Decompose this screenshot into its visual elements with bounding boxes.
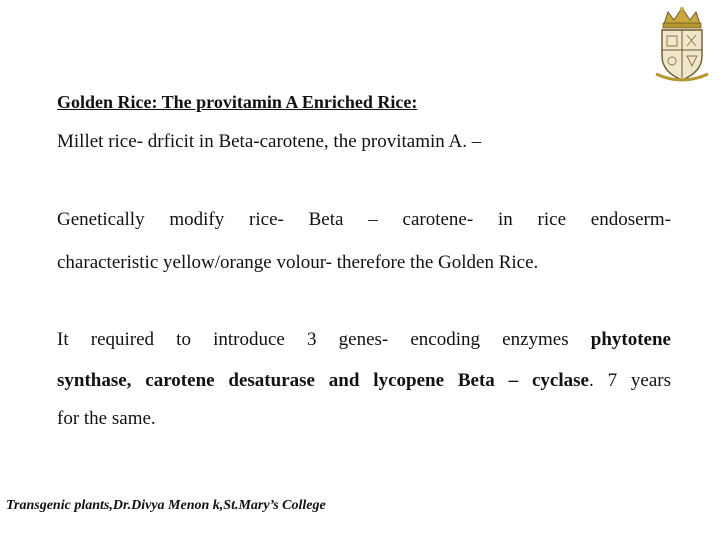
slide-footer: Transgenic plants,Dr.Divya Menon k,St.Mary’s College — [6, 498, 326, 513]
enzyme-names-bold: synthase, carotene desaturase and lycopene Beta – cyclase — [57, 370, 589, 391]
paragraph-3-line-3: for the same. — [57, 408, 156, 429]
paragraph-1: Millet rice- drficit in Beta-carotene, the provitamin A. – — [57, 131, 482, 152]
enzyme-name-bold: phytotene — [590, 329, 671, 350]
paragraph-3-years-text: . 7 years — [588, 370, 672, 391]
slide-heading: Golden Rice: The provitamin A Enriched Rice: — [57, 92, 418, 112]
paragraph-2-line-1: Genetically modify rice- Beta – carotene- in rice endoserm- — [57, 209, 671, 230]
paragraph-3-plain-text: It required to introduce 3 genes- encoding enzymes — [57, 329, 591, 350]
paragraph-2-line-2: characteristic yellow/orange volour- therefore the Golden Rice. — [57, 252, 539, 273]
college-crest-icon — [652, 4, 712, 84]
paragraph-3-line-2 — [57, 370, 671, 392]
paragraph-3-line-1 — [57, 329, 671, 351]
